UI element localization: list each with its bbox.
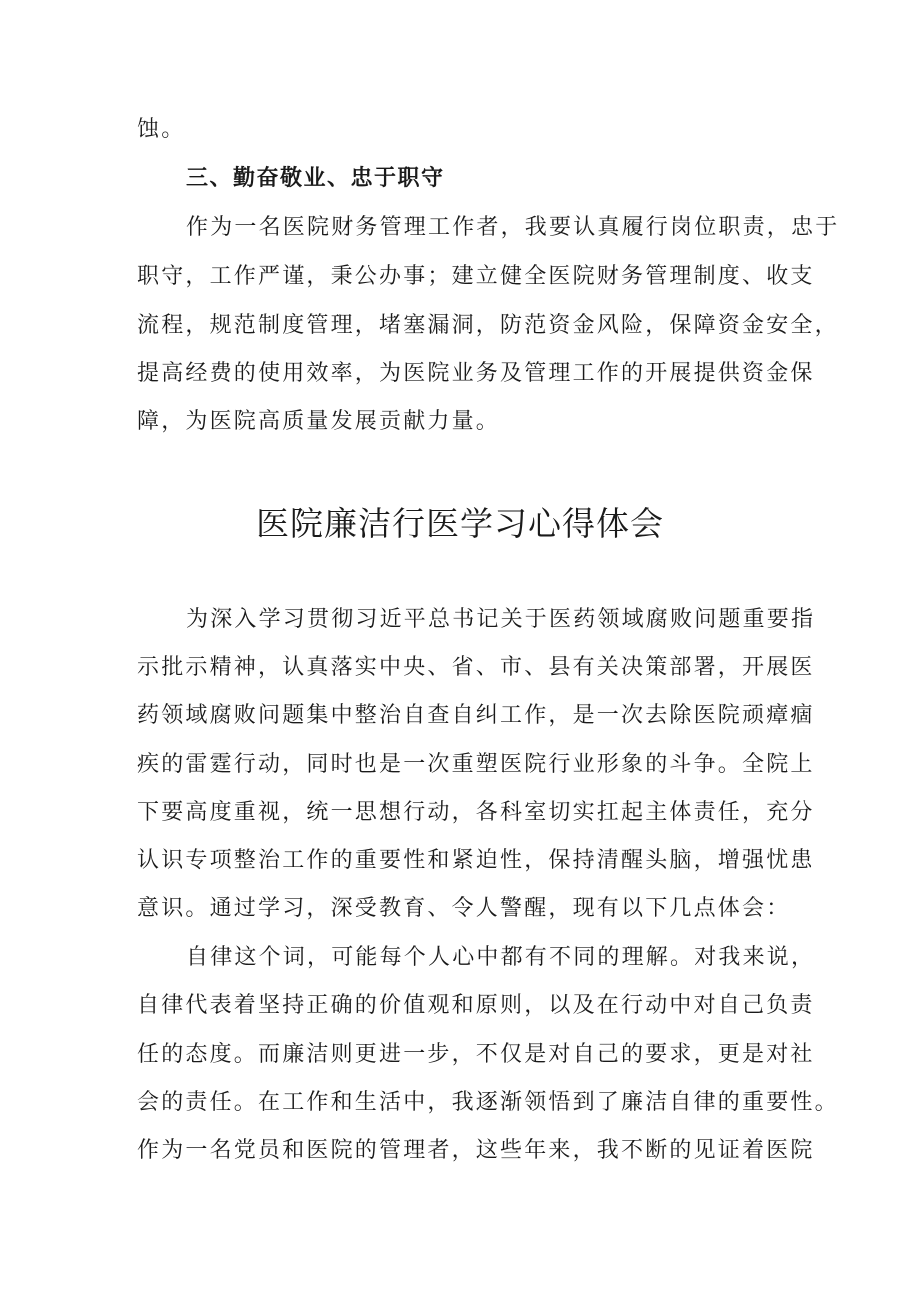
paragraph-line: 自律这个词，可能每个人心中都有不同的理解。对我来说， <box>186 945 816 970</box>
paragraph-line: 流程，规范制度管理，堵塞漏洞，防范资金风险，保障资金安全， <box>137 313 839 338</box>
paragraph-line: 提高经费的使用效率，为医院业务及管理工作的开展提供资金保 <box>137 361 815 386</box>
paragraph-line: 作为一名医院财务管理工作者，我要认真履行岗位职责，忠于 <box>186 215 840 240</box>
paragraph-line: 示批示精神，认真落实中央、省、市、县有关决策部署，开展医 <box>137 655 815 680</box>
paragraph-line: 药领域腐败问题集中整治自查自纠工作，是一次去除医院顽瘴痼 <box>137 703 815 728</box>
paragraph-line: 职守，工作严谨，秉公办事；建立健全医院财务管理制度、收支 <box>137 264 815 289</box>
paragraph-line: 会的责任。在工作和生活中，我逐渐领悟到了廉洁自律的重要性。 <box>137 1090 839 1115</box>
prev-section-tail: 蚀。 <box>137 117 186 142</box>
paragraph-line: 自律代表着坚持正确的价值观和原则，以及在行动中对自己负责 <box>137 993 815 1018</box>
paragraph-line: 认识专项整治工作的重要性和紧迫性，保持清醒头脑，增强忧患 <box>137 848 815 873</box>
paragraph-line: 疾的雷霆行动，同时也是一次重塑医院行业形象的斗争。全院上 <box>137 752 815 777</box>
article-title: 医院廉洁行医学习心得体会 <box>256 504 664 543</box>
section-heading: 三、勤奋敬业、忠于职守 <box>186 166 445 191</box>
paragraph-line: 任的态度。而廉洁则更进一步，不仅是对自己的要求，更是对社 <box>137 1042 815 1067</box>
paragraph-line: 意识。通过学习，深受教育、令人警醒，现有以下几点体会： <box>137 896 791 921</box>
paragraph-line: 下要高度重视，统一思想行动，各科室切实扛起主体责任，充分 <box>137 800 815 825</box>
paragraph-line: 障，为医院高质量发展贡献力量。 <box>137 409 501 434</box>
paragraph-line: 为深入学习贯彻习近平总书记关于医药领域腐败问题重要指 <box>186 607 816 632</box>
paragraph-line: 作为一名党员和医院的管理者，这些年来，我不断的见证着医院 <box>137 1138 815 1163</box>
